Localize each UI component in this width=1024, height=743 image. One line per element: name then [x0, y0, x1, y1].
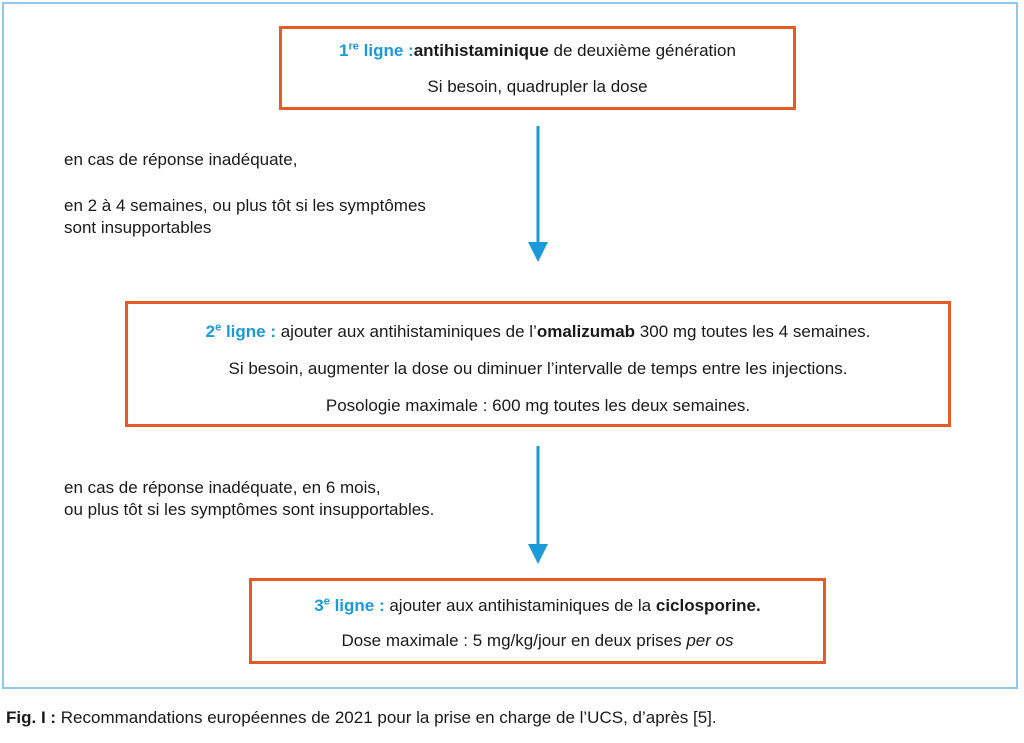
transition-note-1-line-3: sont insupportables: [64, 218, 212, 237]
figure-caption: [6, 707, 717, 729]
third-line-max-dose: Dose maximale : 5 mg/kg/jour en deux prises per os: [341, 631, 734, 650]
third-line-label: 3e ligne :: [314, 595, 385, 615]
second-line-adjust-note: Si besoin, augmenter la dose ou diminuer l’intervalle de temps entre les injections.: [228, 359, 848, 378]
figure-caption-label: Fig. I :: [6, 708, 57, 727]
transition-note-2-line-2: ou plus tôt si les symptômes sont insupportables.: [64, 500, 435, 519]
transition-note-1-line-1: en cas de réponse inadéquate,: [64, 150, 298, 169]
second-line-title: [128, 322, 948, 342]
second-line-drug: omalizumab: [536, 322, 636, 341]
transition-note-2: [64, 477, 434, 521]
first-line-title: [282, 41, 793, 61]
transition-note-1: [64, 149, 426, 239]
second-line-label: 2e ligne :: [205, 321, 276, 341]
second-line-max-dose: Posologie maximale : 600 mg toutes les deux semaines.: [325, 396, 751, 415]
second-line-rest: 300 mg toutes les 4 semaines.: [635, 322, 871, 341]
transition-note-2-line-1: en cas de réponse inadéquate, en 6 mois,: [64, 478, 381, 497]
arrow-down-icon: [527, 126, 549, 264]
second-line-pre: ajouter aux antihistaminiques de l’: [276, 322, 537, 341]
third-line-title: [252, 596, 823, 616]
first-line-dose-note: Si besoin, quadrupler la dose: [427, 77, 648, 96]
arrow-down-icon: [527, 446, 549, 566]
figure-caption-text: Recommandations européennes de 2021 pour la prise en charge de l’UCS, d’après [5].: [56, 708, 717, 727]
second-line-box: [125, 301, 951, 427]
first-line-rest: de deuxième génération: [548, 41, 736, 60]
transition-note-1-line-2: en 2 à 4 semaines, ou plus tôt si les symptômes: [64, 196, 426, 215]
third-line-drug: ciclosporine.: [655, 596, 761, 615]
third-line-pre: ajouter aux antihistaminiques de la: [384, 596, 656, 615]
third-line-box: [249, 578, 826, 664]
first-line-drug: antihistaminique: [413, 41, 549, 60]
first-line-box: [279, 26, 796, 110]
first-line-label: 1re ligne :: [339, 40, 414, 60]
